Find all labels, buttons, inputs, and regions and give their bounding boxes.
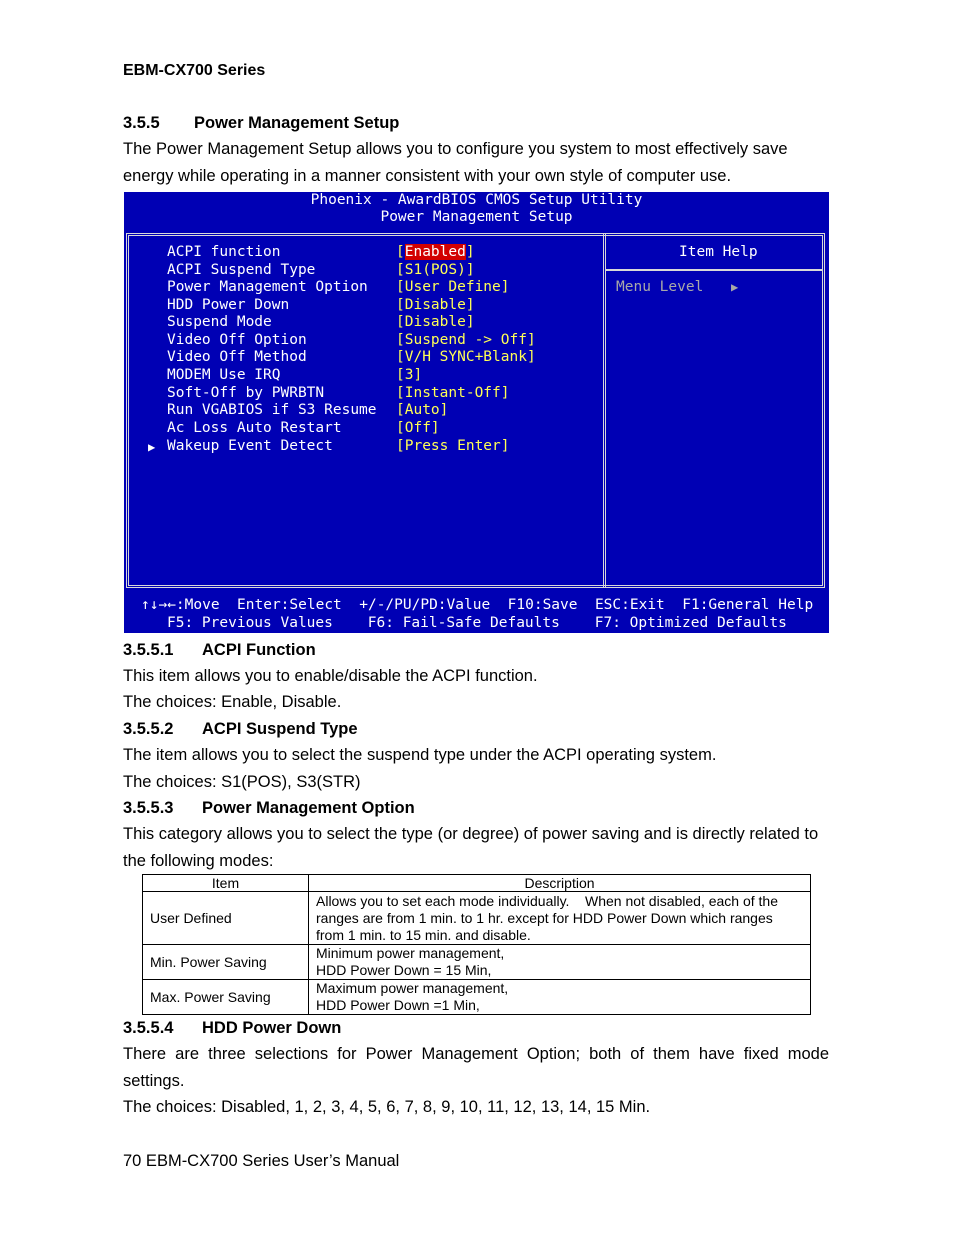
table-row (143, 945, 811, 980)
table-row (143, 980, 811, 1015)
bios-value-video-off-method[interactable]: [V/H SYNC+Blank] (396, 349, 536, 365)
section-heading (123, 114, 399, 133)
subsection-title: ACPI Function (202, 641, 316, 659)
description-line: HDD Power Down = 15 Min, (316, 962, 492, 978)
subsection-number: 3.5.5.4 (123, 1019, 174, 1037)
paragraph: The item allows you to select the suspend type under the ACPI operating system. (123, 746, 717, 764)
document-header: EBM-CX700 Series (123, 62, 266, 79)
bios-help-divider (605, 269, 822, 274)
table-header: Item (143, 875, 309, 892)
subsection-heading-acpi-suspend-type (123, 720, 358, 739)
section-number: 3.5.5 (123, 114, 160, 132)
bios-key-help-line-1: ↑↓→←:Move Enter:Select +/-/PU/PD:Value F10:Save ESC:Exit F1:General Help (141, 597, 814, 613)
bios-item-video-off-method[interactable]: Video Off Method (167, 349, 307, 365)
subsection-number: 3.5.5.3 (123, 799, 174, 817)
bios-value-hdd-power-down[interactable]: [Disable] (396, 297, 475, 313)
selected-value-highlight: Enabled (404, 244, 466, 260)
bios-item-suspend-mode[interactable]: Suspend Mode (167, 314, 272, 330)
subsection-number: 3.5.5.1 (123, 641, 174, 659)
table-row (143, 892, 811, 945)
paragraph: The choices: Disabled, 1, 2, 3, 4, 5, 6, 7, 8, 9, 10, 11, 12, 13, 14, 15 Min. (123, 1098, 651, 1116)
paragraph: The choices: S1(POS), S3(STR) (123, 773, 361, 791)
table-header: Description (309, 875, 811, 892)
table-cell-description (309, 945, 811, 980)
bios-item-ac-loss-auto-restart[interactable]: Ac Loss Auto Restart (167, 420, 342, 436)
bios-item-hdd-power-down[interactable]: HDD Power Down (167, 297, 290, 313)
table-header-row (143, 875, 811, 892)
bios-item-modem-use-irq[interactable]: MODEM Use IRQ (167, 367, 281, 383)
bios-value-video-off-option[interactable]: [Suspend -> Off] (396, 332, 536, 348)
menu-level-arrow-icon: ▶ (731, 280, 739, 294)
table-cell-item: Max. Power Saving (143, 980, 309, 1015)
subsection-heading-hdd-power-down (123, 1019, 341, 1038)
page-footer: 70 EBM-CX700 Series User’s Manual (123, 1152, 400, 1170)
bios-title: Phoenix - AwardBIOS CMOS Setup Utility (310, 192, 643, 208)
bios-item-video-off-option[interactable]: Video Off Option (167, 332, 307, 348)
description-line: Minimum power management, (316, 945, 505, 961)
paragraph: This item allows you to enable/disable the ACPI function. (123, 667, 538, 685)
bios-item-power-management-option[interactable]: Power Management Option (167, 279, 368, 295)
bios-item-run-vgabios[interactable]: Run VGABIOS if S3 Resume (167, 402, 377, 418)
table-cell-description (309, 892, 811, 945)
paragraph: This category allows you to select the type (or degree) of power saving and is directly related to the following modes: (123, 825, 819, 870)
section-title: Power Management Setup (194, 114, 400, 132)
bios-item-acpi-function[interactable]: ACPI function (167, 244, 281, 260)
bios-value-soft-off-by-pwrbtn[interactable]: [Instant-Off] (396, 385, 510, 401)
table-cell-description (309, 980, 811, 1015)
item-help-title: Item Help (679, 244, 758, 260)
table-cell-item: Min. Power Saving (143, 945, 309, 980)
bios-screen (124, 192, 829, 633)
bracket-open: [ (396, 244, 405, 260)
bios-value-acpi-suspend-type[interactable]: [S1(POS)] (396, 262, 475, 278)
subsection-heading-acpi-function (123, 641, 316, 660)
bios-value-acpi-function[interactable] (396, 244, 475, 260)
menu-level-label: Menu Level (616, 279, 704, 295)
subsection-heading-power-management-option (123, 799, 415, 818)
bracket-close: ] (465, 244, 475, 260)
subsection-number: 3.5.5.2 (123, 720, 174, 738)
bios-subtitle: Power Management Setup (380, 209, 573, 225)
paragraph: The choices: Enable, Disable. (123, 693, 342, 711)
bios-item-wakeup-event-detect[interactable]: Wakeup Event Detect (167, 438, 333, 454)
bios-value-wakeup-event-detect[interactable]: [Press Enter] (396, 438, 510, 454)
bios-key-help-line-2: F5: Previous Values F6: Fail-Safe Defaults F7: Optimized Defaults (167, 615, 787, 631)
description-line: ranges are from 1 min. to 1 hr. except for HDD Power Down which ranges (316, 909, 773, 926)
description-line: from 1 min. to 15 min. and disable. (316, 926, 531, 943)
bios-value-power-management-option[interactable]: [User Define] (396, 279, 510, 295)
bios-item-acpi-suspend-type[interactable]: ACPI Suspend Type (167, 262, 316, 278)
description-line: HDD Power Down =1 Min, (316, 997, 480, 1013)
table-cell-item: User Defined (143, 892, 309, 945)
bios-value-modem-use-irq[interactable]: [3] (396, 367, 423, 383)
bios-item-soft-off-by-pwrbtn[interactable]: Soft-Off by PWRBTN (167, 385, 325, 401)
subsection-title: HDD Power Down (202, 1019, 342, 1037)
right-triangle-icon: ▶ (148, 440, 156, 454)
bios-value-suspend-mode[interactable]: [Disable] (396, 314, 475, 330)
bios-value-ac-loss-auto-restart[interactable]: [Off] (396, 420, 440, 436)
description-line: Maximum power management, (316, 980, 509, 996)
subsection-title: ACPI Suspend Type (202, 720, 358, 738)
power-mode-table (142, 874, 811, 1015)
paragraph: There are three selections for Power Management Option; both of them have fixed mode settings. (123, 1045, 829, 1090)
bios-divider (603, 234, 606, 587)
subsection-title: Power Management Option (202, 799, 415, 817)
intro-paragraph: The Power Management Setup allows you to configure you system to most effectively save energy while operating in a manner consistent with your own style of computer use. (123, 140, 788, 185)
description-line: Allows you to set each mode individually. When not disabled, each of the (316, 892, 779, 909)
bios-value-run-vgabios[interactable]: [Auto] (396, 402, 449, 418)
